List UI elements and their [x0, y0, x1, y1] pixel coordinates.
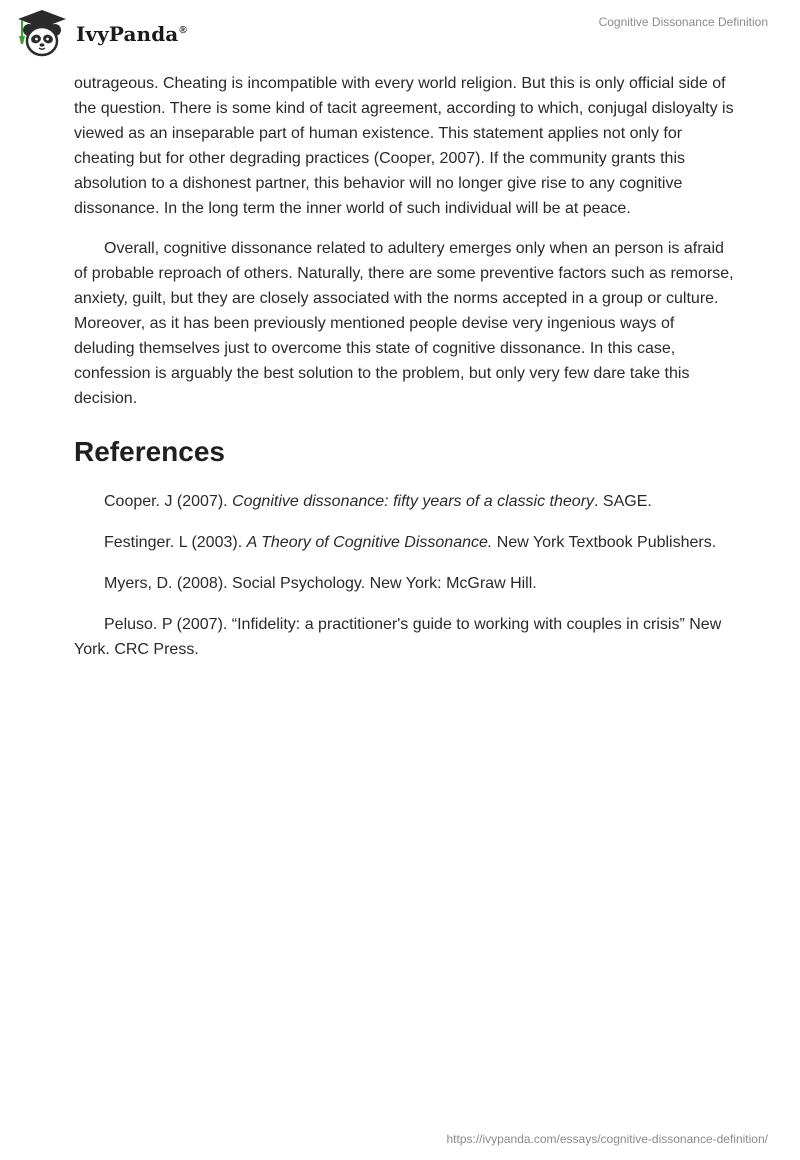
ivypanda-logo[interactable]	[14, 8, 187, 58]
body-paragraph: Overall, cognitive dissonance related to adultery emerges only when an person is afraid of probable reproach of others. Naturally, there are some preventive factors such as remorse, anxiety, guilt, but they are closely associated with the norms accepted in a group or culture. Moreover, as it has been previously mentioned people devise very ingenious ways of deluding themselves just to overcome this state of cognitive dissonance. In this case, confession is arguably the best solution to the problem, but only very few dare take this decision.	[74, 240, 734, 407]
reference-title: A Theory of Cognitive Dissonance.	[246, 534, 493, 551]
reference-text: . SAGE.	[594, 493, 652, 510]
reference-text: Cooper. J (2007).	[104, 493, 233, 510]
brand-name: IvyPanda®	[76, 22, 187, 46]
source-url-link[interactable]: https://ivypanda.com/essays/cognitive-dissonance-definition/	[446, 1132, 768, 1146]
reference-text: New York Textbook Publishers.	[492, 534, 717, 551]
references-heading: References	[74, 436, 225, 467]
reference-title: Cognitive dissonance: fifty years of a classic theory	[232, 493, 595, 510]
document-title: Cognitive Dissonance Definition	[598, 15, 768, 29]
registered-mark: ®	[179, 25, 187, 37]
reference-text: Festinger. L (2003).	[104, 534, 247, 551]
reference-item	[74, 530, 734, 555]
body-paragraph: outrageous. Cheating is incompatible with every world religion. But this is only official side of the question. There is some kind of tacit agreement, according to which, conjugal disloyalty is viewed as an inseparable part of human existence. This statement applies not only for cheating but for other degrading practices (Cooper, 2007). If the community grants this absolution to a dishonest partner, this behavior will no longer give rise to any cognitive dissonance. In the long term the inner world of such individual will be at peace.	[74, 75, 734, 217]
reference-item	[74, 571, 734, 596]
reference-item	[74, 489, 734, 514]
reference-text: Peluso. P (2007). “Infidelity: a practitioner's guide to working with couples in crisis” New York. CRC Press.	[74, 616, 722, 658]
panda-graduate-icon	[14, 8, 70, 58]
page-header	[0, 0, 800, 62]
reference-item	[74, 612, 734, 662]
reference-text: Myers, D. (2008). Social Psychology. New York: McGraw Hill.	[104, 575, 537, 592]
essay-body	[74, 71, 734, 678]
